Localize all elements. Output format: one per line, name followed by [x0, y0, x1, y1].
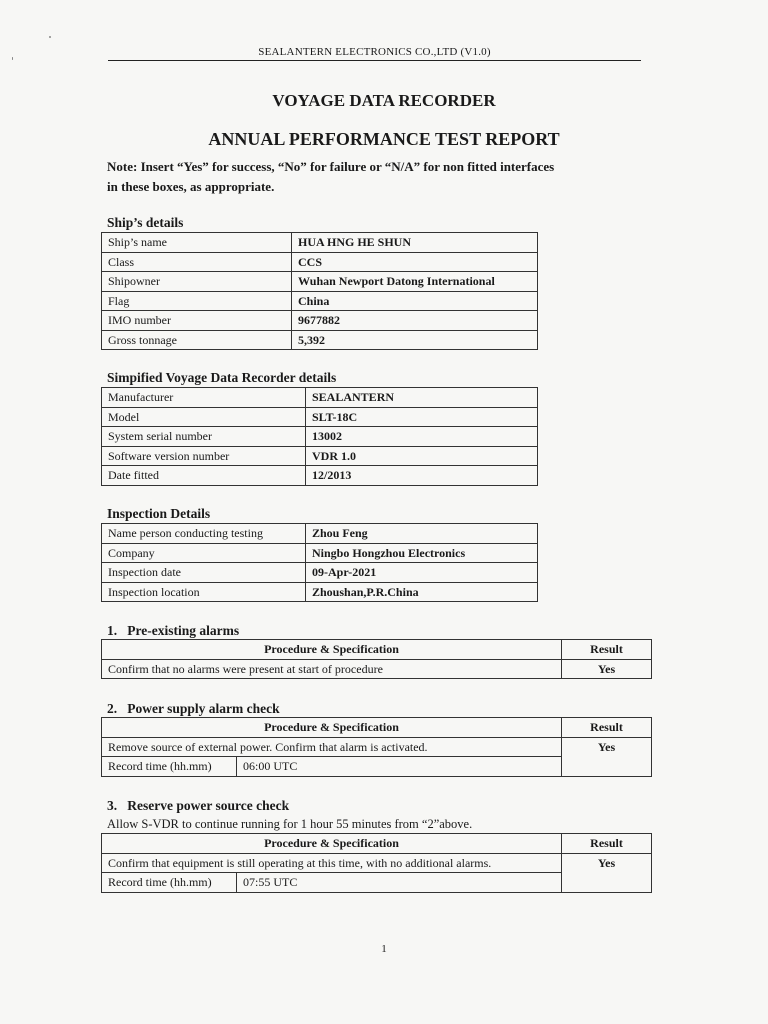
field-label: Company: [102, 543, 306, 563]
field-label: Manufacturer: [102, 388, 306, 408]
table-row: [102, 233, 538, 253]
inspection-details-heading: Inspection Details: [107, 506, 211, 521]
scan-speck: [49, 36, 51, 38]
procedure-text: Confirm that no alarms were present at start of procedure: [102, 659, 562, 679]
ship-details-table: [101, 232, 538, 350]
field-value: Wuhan Newport Datong International: [292, 272, 538, 292]
field-value: Ningbo Hongzhou Electronics: [306, 543, 538, 563]
table-row: [102, 311, 538, 331]
table-row: [102, 466, 538, 486]
field-label: Software version number: [102, 446, 306, 466]
record-time-value: 06:00 UTC: [237, 757, 562, 777]
field-label: Inspection date: [102, 563, 306, 583]
vdr-details-table: [101, 387, 538, 486]
field-label: Model: [102, 407, 306, 427]
field-value: VDR 1.0: [306, 446, 538, 466]
section-3-table: [101, 833, 652, 893]
field-label: Ship’s name: [102, 233, 292, 253]
field-label: Inspection location: [102, 582, 306, 602]
section-3-intro: Allow S-VDR to continue running for 1 hour 55 minutes from “2”above.: [107, 817, 473, 831]
record-time-label: Record time (hh.mm): [102, 873, 237, 893]
result-column-header: Result: [562, 718, 652, 738]
table-row: [102, 330, 538, 350]
result-value: Yes: [562, 737, 652, 776]
field-value: 12/2013: [306, 466, 538, 486]
inspection-details-table: [101, 523, 538, 602]
field-value: Zhoushan,P.R.China: [306, 582, 538, 602]
field-value: China: [292, 291, 538, 311]
field-value: SLT-18C: [306, 407, 538, 427]
field-label: IMO number: [102, 311, 292, 331]
section-1-table: [101, 639, 652, 679]
record-time-label: Record time (hh.mm): [102, 757, 237, 777]
table-header-row: [102, 834, 652, 854]
procedure-column-header: Procedure & Specification: [102, 640, 562, 660]
field-label: Date fitted: [102, 466, 306, 486]
field-value: SEALANTERN: [306, 388, 538, 408]
record-time-value: 07:55 UTC: [237, 873, 562, 893]
page-number: 1: [381, 943, 387, 955]
field-label: Name person conducting testing: [102, 524, 306, 544]
section-3-heading: 3. Reserve power source check: [107, 798, 290, 813]
table-row: [102, 407, 538, 427]
section-1-heading: 1. Pre-existing alarms: [107, 623, 240, 638]
table-row: [102, 252, 538, 272]
field-value: 5,392: [292, 330, 538, 350]
section-2-table: [101, 717, 652, 777]
result-column-header: Result: [562, 640, 652, 660]
field-label: Class: [102, 252, 292, 272]
table-row: [102, 582, 538, 602]
section-2-heading: 2. Power supply alarm check: [107, 701, 280, 716]
procedure-text: Confirm that equipment is still operating at this time, with no additional alarms.: [102, 853, 562, 873]
field-value: Zhou Feng: [306, 524, 538, 544]
table-row: [102, 853, 652, 873]
field-label: Gross tonnage: [102, 330, 292, 350]
table-row: [102, 446, 538, 466]
table-row: [102, 388, 538, 408]
vdr-details-heading: Simpified Voyage Data Recorder details: [107, 370, 337, 385]
instruction-note: [107, 157, 652, 197]
note-line-1: Note: Insert “Yes” for success, “No” for failure or “N/A” for non fitted interfaces: [107, 159, 555, 174]
field-label: Flag: [102, 291, 292, 311]
result-column-header: Result: [562, 834, 652, 854]
table-row: [102, 659, 652, 679]
table-row: [102, 563, 538, 583]
field-value: 09-Apr-2021: [306, 563, 538, 583]
field-value: 13002: [306, 427, 538, 447]
ship-details-heading: Ship’s details: [107, 215, 184, 230]
field-label: Shipowner: [102, 272, 292, 292]
field-value: HUA HNG HE SHUN: [292, 233, 538, 253]
table-row: [102, 427, 538, 447]
result-value: Yes: [562, 659, 652, 679]
document-subtitle: ANNUAL PERFORMANCE TEST REPORT: [208, 129, 560, 149]
table-row: [102, 737, 652, 757]
field-label: System serial number: [102, 427, 306, 447]
table-row: [102, 291, 538, 311]
table-header-row: [102, 718, 652, 738]
field-value: CCS: [292, 252, 538, 272]
field-value: 9677882: [292, 311, 538, 331]
table-header-row: [102, 640, 652, 660]
result-value: Yes: [562, 853, 652, 892]
document-header: SEALANTERN ELECTRONICS CO.,LTD (V1.0): [108, 46, 641, 61]
note-line-2: in these boxes, as appropriate.: [107, 179, 275, 194]
table-row: [102, 543, 538, 563]
scan-speck: [12, 57, 13, 60]
procedure-column-header: Procedure & Specification: [102, 718, 562, 738]
procedure-text: Remove source of external power. Confirm that alarm is activated.: [102, 737, 562, 757]
document-title: VOYAGE DATA RECORDER: [272, 91, 496, 110]
table-row: [102, 524, 538, 544]
procedure-column-header: Procedure & Specification: [102, 834, 562, 854]
table-row: [102, 272, 538, 292]
